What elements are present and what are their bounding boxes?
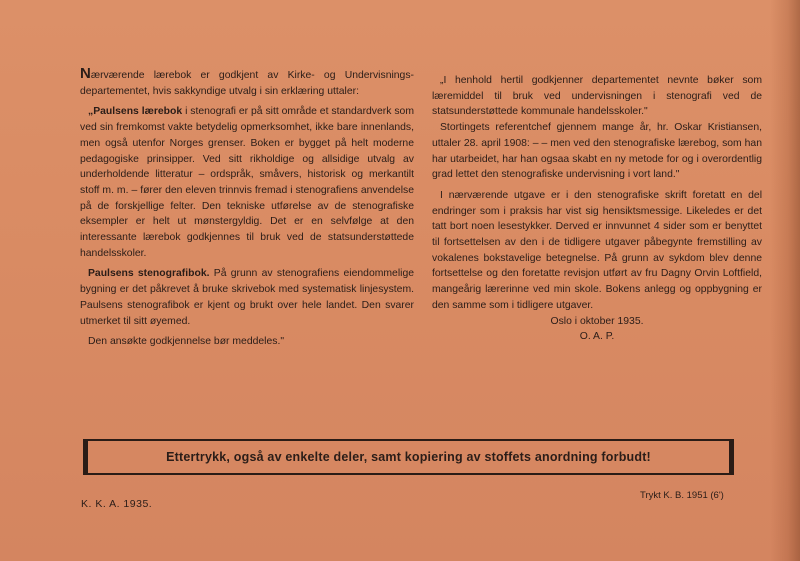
footer-print-info: Trykt K. B. 1951 (6') [640, 490, 724, 501]
author-signature: O. A. P. [579, 331, 615, 343]
left-column [80, 66, 414, 350]
footer-left-code: K. K. A. 1935. [81, 498, 153, 510]
edition-notes-paragraph: I nærværende utgave er i den stenografiske skrift foretatt en del endringer som i praksis har vist sig hensiktsmessige. Likeledes er det tatt bort noen lesestykker. Derved er innvunnet 4 sider som er benyttet til fortsettelsen av den i de tidligere utgaver påbegynte fremstilling av vokalenes bokstavelige betegnelse. På grunn av sykdom blev denne fortsettelse og den foretatte revisjon utført av fru Dagny Orvin Loftfield, mangeårig lærerinne ved min skole. Bokens anlegg og oppbygning er den samme som i tidligere utgaver. [432, 189, 762, 311]
right-column [432, 73, 762, 345]
intro-paragraph: Nærværende lærebok er godkjent av Kirke- og Undervisnings-departementet, hvis sakkyndige utvalg i sin erklæring uttaler: [80, 65, 414, 97]
approval-sentence: Den ansøkte godkjennelse bør meddeles." [88, 336, 285, 348]
quote-paragraph-writing-book: Paulsens stenografibok. På grunn av stenografiens eiendommelige bygning er det påkrevet å bruke skrivebok med systematisk linjesystem. Paulsens stenografibok er kjent og brukt over hele landet. Den svarer utmerket til sitt øyemed. [80, 268, 414, 327]
place-date: Oslo i oktober 1935. [550, 315, 644, 327]
textbook-title: „Paulsens lærebok [88, 106, 183, 118]
referent-quote-paragraph: Stortingets referentchef gjennem mange år, hr. Oskar Kristiansen, uttaler 28. april 1908: – – men ved den stenografiske lærebog, som han har utarbeidet, har han ogsaa skabt en ny metode for og i overordentlig grad lettet den stenografiske undervisning i vort land." [432, 122, 762, 181]
quote-paragraph-textbook: „Paulsens lærebok i stenografi er på sitt område et standardverk som ved sin fremkomst vakte betydelig opmerksomhet, ikke bare innenlands, men også utenfor Norges grenser. Boken er bygget på helt moderne pedagogiske prinsipper. Ved sitt rikholdige og allsidige utvalg av underholdende litteratur – ordspråk, småvers, historisk og merkantilt stoff m. m. – fører den eleven trinnvis fremad i stenografiens anvendelse på de forskjellige felter. Den tekniske utførelse av de stenografiske eksempler er helt ut mønstergyldig. Det er en selvfølge at den interessante lærebok godkjennes til bruk ved de statsunderstøttede handelsskoler. [80, 106, 414, 259]
writing-book-title: Paulsens stenografibok. [88, 268, 210, 280]
ministry-approval-paragraph: „I henhold hertil godkjenner departementet nevnte bøker som læremiddel til bruk ved undervisningen i stenografi ved de statsunderstøttede kommunale handelsskoler." [432, 75, 762, 118]
copyright-notice-box [83, 439, 734, 475]
drop-cap: N [80, 65, 91, 82]
page-fold-shadow [770, 0, 800, 561]
copyright-notice-text: Ettertrykk, også av enkelte deler, samt kopiering av stoffets anordning forbudt! [166, 450, 651, 464]
